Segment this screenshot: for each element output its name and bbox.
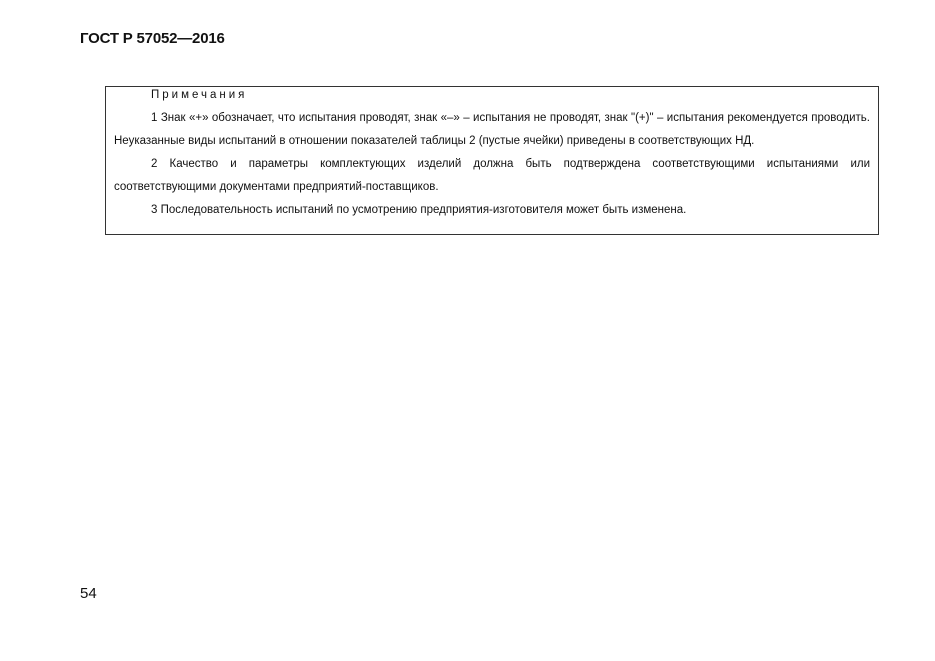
document-header: ГОСТ Р 57052—2016: [80, 30, 225, 47]
note-3: 3 Последовательность испытаний по усмотрению предприятия-изготовителя может быть изменена.: [151, 204, 687, 216]
notes-title: Примечания: [151, 89, 248, 101]
note-2: 2 Качество и параметры комплектующих изделий должна быть подтверждена соответствующими испытаниями или соответствующими документами предприятий-поставщиков.: [114, 158, 870, 193]
page-number: 54: [80, 585, 97, 602]
note-1: 1 Знак «+» обозначает, что испытания проводят, знак «–» – испытания не проводят, знак "(+)" – испытания рекомендуется проводить. Неуказанные виды испытаний в отношении показателей таблицы 2 (пустые ячейки) приведены в соответствующих НД.: [114, 112, 870, 147]
notes-box: [105, 86, 879, 235]
notes-content: [114, 84, 870, 222]
